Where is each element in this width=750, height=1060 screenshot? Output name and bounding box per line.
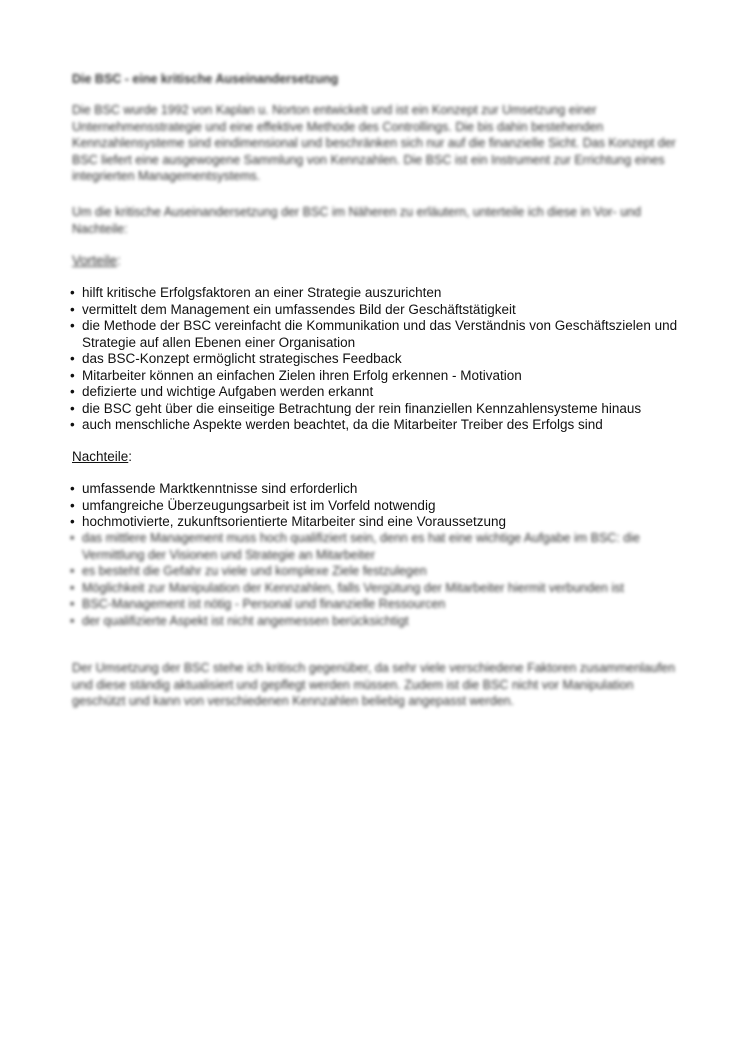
- bullet-icon: •: [70, 497, 75, 513]
- list-item: [70, 368, 690, 385]
- bullet-icon: •: [70, 514, 75, 529]
- list-item-text: es besteht die Gefahr zu viele und komplexe Ziele festzulegen: [82, 564, 427, 578]
- bullet-icon: •: [70, 384, 75, 399]
- list-item: [70, 613, 690, 630]
- second-paragraph: Um die kritische Auseinandersetzung der BSC im Näheren zu erläutern, unterteile ich diese in Vor- und Nachteile:: [72, 205, 642, 236]
- nachteile-heading-colon: :: [128, 449, 133, 464]
- list-item: [70, 401, 690, 418]
- list-item-text: hochmotivierte, zukunftsorientierte Mitarbeiter sind eine Voraussetzung: [82, 514, 506, 529]
- list-item-text: die BSC geht über die einseitige Betrachtung der rein finanziellen Kennzahlensysteme hinaus: [82, 400, 642, 416]
- list-item: [70, 318, 690, 351]
- list-item: [70, 351, 690, 368]
- list-item: [70, 580, 690, 597]
- intro-paragraph: Die BSC wurde 1992 von Kaplan u. Norton entwickelt und ist ein Konzept zur Umsetzung einer Unternehmensstrategie und eine effektive Methode des Controllings. Die bis dahin bestehenden Kennzahlensysteme sind eindimensional und beschränken sich nur auf die finanzielle Sicht. Das Konzept der BSC liefert eine ausgewogene Sammlung von Kennzahlen. Die BSC ist ein Instrument zur Errichtung eines integrierten Managementsystems.: [72, 103, 676, 183]
- conclusion-paragraph: Der Umsetzung der BSC stehe ich kritisch gegenüber, da sehr viele verschiedene Faktoren zusammenlaufen und diese ständig aktualisiert und gepflegt werden müssen. Zudem ist die BSC nicht vor Manipulation geschützt und kann von verschiedenen Kennzahlen beliebig angepasst werden.: [72, 661, 676, 708]
- bullet-icon: •: [70, 613, 75, 628]
- bullet-icon: •: [70, 417, 75, 432]
- bullet-icon: •: [70, 400, 75, 416]
- list-item-text: der qualifizierte Aspekt ist nicht angemessen berücksichtigt: [82, 613, 409, 628]
- bullet-icon: •: [70, 564, 75, 578]
- list-item: [70, 596, 690, 613]
- list-item-text: auch menschliche Aspekte werden beachtet, da die Mitarbeiter Treiber des Erfolgs sind: [82, 417, 603, 432]
- list-item-text: vermittelt dem Management ein umfassendes Bild der Geschäftstätigkeit: [82, 301, 516, 317]
- list-item-text: defizierte und wichtige Aufgaben werden erkannt: [82, 384, 374, 399]
- list-item: [70, 498, 690, 515]
- bullet-icon: •: [70, 301, 75, 317]
- list-item: [70, 417, 690, 434]
- list-item: [70, 530, 690, 563]
- list-item: [70, 514, 690, 531]
- bullet-icon: •: [70, 367, 75, 383]
- list-item-text: das mittlere Management muss hoch qualifiziert sein, denn es hat eine wichtige Aufgabe im BSC: die Vermittlung der Visionen und Strategie an Mitarbeiter: [82, 531, 640, 562]
- bullet-icon: •: [70, 481, 75, 496]
- list-item: [70, 563, 690, 580]
- list-item: [70, 384, 690, 401]
- list-item: [70, 481, 690, 498]
- list-item: [70, 285, 690, 302]
- bullet-icon: •: [70, 285, 75, 300]
- list-item-text: das BSC-Konzept ermöglicht strategisches Feedback: [82, 351, 402, 366]
- list-item-text: die Methode der BSC vereinfacht die Kommunikation und das Verständnis von Geschäftszielen und Strategie auf allen Ebenen einer Organisation: [82, 318, 678, 350]
- nachteile-heading: [72, 448, 132, 466]
- document-title: Die BSC - eine kritische Auseinandersetzung: [72, 72, 339, 86]
- vorteile-list: [70, 285, 690, 434]
- vorteile-heading-colon: :: [117, 253, 121, 268]
- list-item-text: hilft kritische Erfolgsfaktoren an einer Strategie auszurichten: [82, 285, 442, 300]
- list-item-text: Mitarbeiter können an einfachen Zielen ihren Erfolg erkennen - Motivation: [82, 367, 522, 383]
- nachteile-list: [70, 481, 690, 531]
- list-item-text: umfassende Marktkenntnisse sind erforderlich: [82, 481, 358, 496]
- bullet-icon: •: [70, 597, 75, 611]
- list-item-text: Möglichkeit zur Manipulation der Kennzahlen, falls Vergütung der Mitarbeiter hiermit verbunden ist: [82, 580, 624, 595]
- nachteile-heading-text: Nachteile: [72, 449, 129, 464]
- list-item-text: umfangreiche Überzeugungsarbeit ist im Vorfeld notwendig: [82, 497, 436, 513]
- bullet-icon: •: [70, 580, 75, 595]
- vorteile-heading-text: Vorteile: [72, 253, 118, 268]
- bullet-icon: •: [70, 351, 75, 366]
- list-item: [70, 302, 690, 319]
- bullet-icon: •: [70, 318, 75, 333]
- list-item-text: BSC-Management ist nötig - Personal und finanzielle Ressourcen: [82, 597, 446, 611]
- bullet-icon: •: [70, 531, 75, 545]
- nachteile-blurred-list: [70, 530, 690, 629]
- vorteile-heading: [72, 252, 121, 270]
